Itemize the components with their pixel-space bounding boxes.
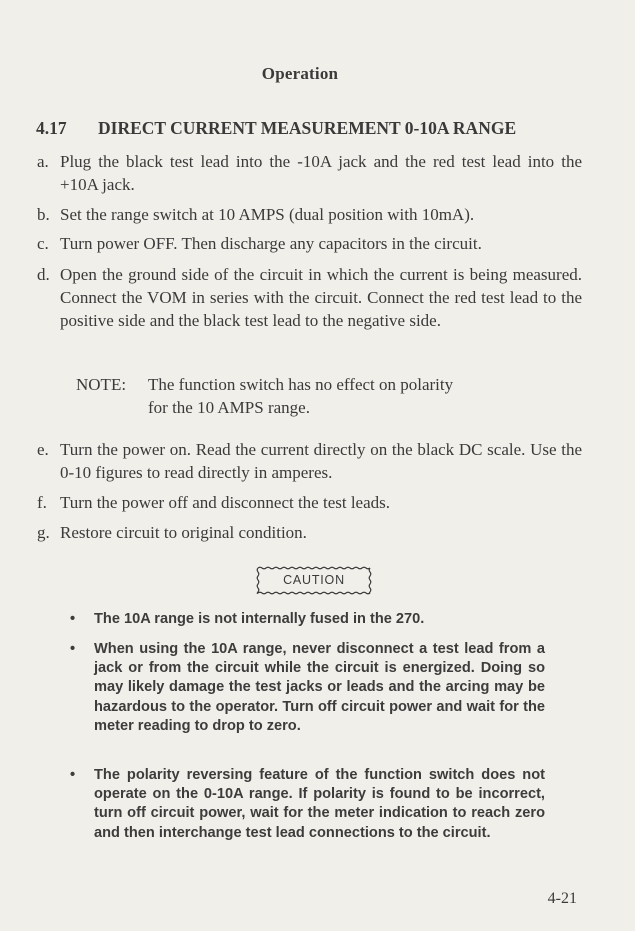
- step-letter: f.: [37, 493, 47, 512]
- note-block: [76, 373, 556, 419]
- running-header: Operation: [261, 64, 339, 83]
- note-line-1: The function switch has no effect on polarity: [148, 375, 454, 394]
- step-e: [37, 438, 582, 484]
- step-letter: g.: [37, 523, 50, 542]
- caution-label: CAUTION: [283, 573, 345, 587]
- note-label: NOTE:: [76, 375, 127, 394]
- caution-bullet-1: [70, 610, 545, 629]
- section-number: 4.17: [36, 118, 67, 138]
- step-c: [37, 232, 582, 255]
- step-f: [37, 491, 582, 514]
- step-text: Turn power OFF. Then discharge any capacitors in the circuit.: [60, 234, 482, 253]
- step-text: Restore circuit to original condition.: [60, 523, 307, 542]
- step-a: [37, 150, 582, 196]
- step-text: Turn the power on. Read the current directly on the black DC scale. Use the 0-10 figures to read directly in amperes.: [60, 440, 582, 482]
- bullet-dot: •: [70, 767, 76, 783]
- step-d: [37, 263, 582, 332]
- bullet-text: The 10A range is not internally fused in the 270.: [94, 611, 425, 627]
- caution-banner: [255, 565, 373, 596]
- step-text: Set the range switch at 10 AMPS (dual position with 10mA).: [60, 205, 475, 224]
- step-letter: d.: [37, 265, 50, 284]
- caution-bullet-2: [70, 640, 545, 736]
- bullet-dot: •: [70, 641, 76, 657]
- step-g: [37, 521, 582, 544]
- step-text: Plug the black test lead into the -10A jack and the red test lead into the +10A jack.: [60, 152, 582, 194]
- page-number: 4-21: [547, 890, 577, 907]
- bullet-dot: •: [70, 611, 76, 627]
- bullet-text: The polarity reversing feature of the function switch does not operate on the 0-10A range. If polarity is found to be incorrect, turn off circuit power, wait for the meter indication to reach zero and then interchange test lead connections to the circuit.: [94, 767, 545, 841]
- step-letter: e.: [37, 440, 49, 459]
- bullet-text: When using the 10A range, never disconnect a test lead from a jack or from the circuit while the circuit is energized. Doing so may likely damage the test jacks or leads and the arcing may be hazardous to the operator. Turn off circuit power and wait for the meter reading to drop to zero.: [94, 641, 545, 734]
- step-letter: a.: [37, 152, 49, 171]
- step-text: Open the ground side of the circuit in which the current is being measured. Connect the VOM in series with the circuit. Connect the red test lead to the positive side and the black test lead to the negative side.: [60, 265, 582, 330]
- step-letter: b.: [37, 205, 50, 224]
- step-letter: c.: [37, 234, 49, 253]
- section-heading: [36, 118, 516, 139]
- note-line-2: for the 10 AMPS range.: [148, 398, 310, 417]
- caution-bullet-3: [70, 766, 545, 843]
- step-text: Turn the power off and disconnect the test leads.: [60, 493, 391, 512]
- step-b: [37, 203, 582, 226]
- section-title: DIRECT CURRENT MEASUREMENT 0-10A RANGE: [98, 118, 517, 138]
